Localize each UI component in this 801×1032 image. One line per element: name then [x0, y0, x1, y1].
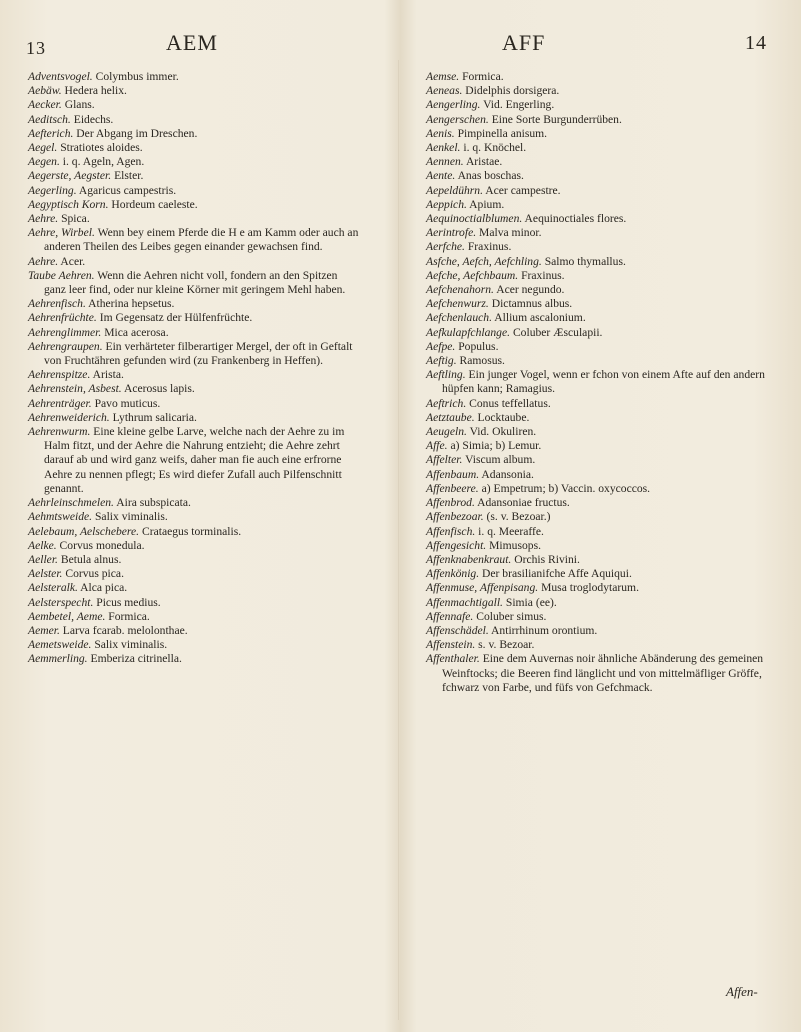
entry-headword: Aegyptisch Korn.	[28, 197, 109, 211]
dictionary-entry	[28, 496, 362, 510]
entry-headword: Aeugeln.	[426, 425, 467, 439]
entry-headword: Affenknabenkraut.	[426, 552, 512, 566]
entry-definition: a) Empetrum; b) Vaccin. oxycoccos.	[481, 481, 651, 495]
right-column	[426, 70, 766, 695]
entry-definition: Glans.	[64, 98, 95, 112]
dictionary-entry	[28, 610, 362, 624]
dictionary-entry	[426, 141, 766, 155]
dictionary-entry	[28, 581, 362, 595]
entry-definition: Betula alnus.	[60, 552, 122, 566]
entry-definition: Acer negundo.	[496, 283, 565, 297]
dictionary-entry	[28, 155, 362, 169]
dictionary-entry	[426, 70, 766, 84]
dictionary-entry	[28, 226, 362, 254]
entry-definition: Didelphis dorsigera.	[465, 84, 560, 98]
entry-headword: Aequinoctialblumen.	[426, 212, 523, 226]
dictionary-entry	[426, 510, 766, 524]
entry-headword: Aeller.	[28, 552, 58, 566]
dictionary-entry	[426, 468, 766, 482]
entry-definition: Malva minor.	[479, 226, 542, 240]
dictionary-entry	[426, 226, 766, 240]
entry-headword: Aefchenwurz.	[426, 297, 489, 311]
entry-definition: s. v. Bezoar.	[478, 638, 535, 652]
entry-definition: Musa troglodytarum.	[541, 581, 639, 595]
entry-definition: Wenn bey einem Pferde die H e am Kamm oder auch an anderen Theilen des Leibes gegen einander gewachsen find.	[44, 226, 359, 254]
entry-headword: Affenkönig.	[426, 567, 480, 581]
dictionary-entry	[426, 453, 766, 467]
dictionary-entry	[28, 169, 362, 183]
entry-definition: Apium.	[469, 197, 505, 211]
entry-headword: Aehrenglimmer.	[28, 325, 102, 339]
dictionary-entry	[426, 311, 766, 325]
left-running-head: AEM	[166, 30, 218, 55]
entry-definition: Conus teffellatus.	[469, 396, 551, 410]
entry-headword: Aenkel.	[426, 141, 461, 155]
dictionary-entry	[426, 525, 766, 539]
dictionary-entry	[28, 340, 362, 368]
entry-definition: Hordeum caeleste.	[111, 197, 198, 211]
entry-headword: Aefkulapfchlange.	[426, 325, 511, 339]
entry-headword: Aehre, Wirbel.	[28, 226, 95, 240]
entry-definition: Larva fcarab. melolonthae.	[62, 623, 188, 637]
entry-headword: Affe.	[426, 439, 448, 453]
dictionary-entry	[426, 539, 766, 553]
entry-headword: Aelster.	[28, 567, 63, 581]
dictionary-entry	[426, 368, 766, 396]
entry-definition: Eine dem Auvernas noir ähnliche Abänderung des gemeinen Weinftocks; die Beeren find länglicht und von mittelmäfliger Gröffe, fchwarz von Farbe, und füfs von Gefchmack.	[442, 652, 764, 694]
entry-definition: Aequinoctiales flores.	[524, 212, 627, 226]
dictionary-entry	[28, 652, 362, 666]
dictionary-entry	[426, 198, 766, 212]
entry-headword: Aeneas.	[426, 84, 463, 98]
entry-headword: Affenbrod.	[426, 496, 475, 510]
dictionary-entry	[28, 567, 362, 581]
entry-definition: Locktaube.	[477, 410, 530, 424]
entry-definition: Wenn die Aehren nicht voll, fondern an den Spitzen ganz leer find, oder nur kleine Körner mit geringem Mehl haben.	[44, 268, 346, 297]
entry-definition: Fraxinus.	[521, 268, 565, 282]
entry-headword: Affenschädel.	[426, 623, 489, 637]
entry-definition: Ein verhärteter filberartiger Mergel, der oft in Geftalt von Fruchtähren gefunden wird (zu Frankenberg in Heffen).	[44, 339, 353, 368]
dictionary-entry	[28, 638, 362, 652]
entry-headword: Aefchenlauch.	[426, 311, 492, 325]
entry-definition: Eine kleine gelbe Larve, welche nach der Aehre zu im Halm fitzt, und der Aehre die Nahrung entzieht; die Aehre zehrt darauf ab und wird ganz weifs, daher man fie auch eine erfrorne Aehre zu nennen pflegt; Es wird diefer Zufall auch Pilfenschnitt genannt.	[44, 425, 345, 495]
entry-definition: Agaricus campestris.	[78, 183, 177, 197]
entry-headword: Aehrenfisch.	[28, 297, 86, 311]
entry-definition: Stratiotes aloides.	[60, 141, 143, 155]
entry-headword: Affenbaum.	[426, 467, 480, 481]
dictionary-entry	[426, 425, 766, 439]
entry-headword: Affenbeere.	[426, 481, 479, 495]
dictionary-entry	[28, 70, 362, 84]
dictionary-entry	[28, 397, 362, 411]
entry-definition: Salix viminalis.	[94, 638, 168, 652]
dictionary-entry	[28, 141, 362, 155]
dictionary-entry	[426, 610, 766, 624]
dictionary-entry	[426, 269, 766, 283]
dictionary-entry	[426, 496, 766, 510]
entry-headword: Aeftrich.	[426, 396, 467, 410]
entry-headword: Aepeldührn.	[426, 183, 483, 197]
dictionary-entry	[426, 326, 766, 340]
dictionary-entry	[426, 297, 766, 311]
dictionary-entry	[28, 255, 362, 269]
entry-definition: Mimusops.	[489, 538, 541, 552]
entry-definition: (s. v. Bezoar.)	[486, 510, 551, 524]
entry-headword: Aehrenstein, Asbest.	[28, 382, 122, 396]
right-page-number: 14	[745, 32, 767, 54]
dictionary-entry	[426, 638, 766, 652]
dictionary-entry	[426, 169, 766, 183]
dictionary-entry	[426, 184, 766, 198]
entry-headword: Affelter.	[426, 453, 463, 467]
dictionary-entry	[28, 326, 362, 340]
dictionary-entry	[426, 567, 766, 581]
dictionary-entry	[28, 184, 362, 198]
dictionary-entry	[28, 525, 362, 539]
entry-headword: Aetztaube.	[426, 410, 475, 424]
entry-headword: Aelebaum, Aelschebere.	[28, 524, 140, 538]
dictionary-entry	[426, 596, 766, 610]
entry-headword: Aecker.	[28, 98, 62, 112]
entry-definition: Hedera helix.	[64, 84, 127, 98]
dictionary-entry	[28, 382, 362, 396]
dictionary-entry	[28, 368, 362, 382]
entry-definition: Coluber Æsculapii.	[512, 325, 603, 339]
entry-definition: a) Simia; b) Lemur.	[450, 439, 542, 453]
entry-definition: Acer.	[60, 254, 86, 268]
entry-headword: Aebäw.	[28, 84, 62, 98]
entry-headword: Affenstein.	[426, 638, 476, 652]
entry-headword: Aeftig.	[426, 354, 457, 368]
dictionary-entry	[426, 652, 766, 695]
entry-definition: Orchis Rivini.	[514, 552, 580, 566]
entry-headword: Aehrenfrüchte.	[28, 311, 97, 325]
dictionary-entry	[28, 425, 362, 496]
dictionary-entry	[28, 553, 362, 567]
entry-definition: Adansonia.	[481, 467, 534, 481]
dictionary-entry	[28, 510, 362, 524]
entry-headword: Affennafe.	[426, 609, 474, 623]
dictionary-entry	[28, 411, 362, 425]
entry-headword: Affenbezoar.	[426, 510, 484, 524]
entry-headword: Asfche, Aefch, Aefchling.	[426, 254, 542, 268]
entry-definition: Acer campestre.	[485, 183, 561, 197]
entry-headword: Aelsterspecht.	[28, 595, 94, 609]
entry-headword: Aeftling.	[426, 368, 466, 382]
entry-headword: Aembetel, Aeme.	[28, 609, 106, 623]
entry-definition: Pavo muticus.	[94, 396, 161, 410]
entry-headword: Aelke.	[28, 538, 57, 552]
entry-headword: Aehrenweiderich.	[28, 410, 110, 424]
entry-definition: Der brasilianifche Affe Aquiqui.	[482, 567, 632, 581]
dictionary-entry	[426, 397, 766, 411]
entry-headword: Aefche, Aefchbaum.	[426, 268, 519, 282]
dictionary-entry	[426, 255, 766, 269]
entry-headword: Affenfisch.	[426, 524, 476, 538]
entry-definition: Ramosus.	[459, 354, 505, 368]
entry-definition: Corvus monedula.	[59, 538, 145, 552]
entry-headword: Aemer.	[28, 623, 60, 637]
entry-headword: Aenis.	[426, 126, 455, 140]
entry-headword: Aehrengraupen.	[28, 339, 103, 353]
entry-definition: Spica.	[61, 212, 90, 226]
entry-definition: Crataegus torminalis.	[141, 524, 242, 538]
entry-headword: Aemetsweide.	[28, 638, 92, 652]
entry-headword: Adventsvogel.	[28, 70, 93, 83]
entry-headword: Aeppich.	[426, 197, 467, 211]
entry-definition: Atherina hepsetus.	[88, 297, 175, 311]
dictionary-entry	[426, 482, 766, 496]
dictionary-entry	[426, 155, 766, 169]
entry-definition: Aristae.	[465, 155, 503, 169]
entry-definition: Acerosus lapis.	[123, 382, 195, 396]
dictionary-entry	[28, 539, 362, 553]
dictionary-entry	[426, 553, 766, 567]
entry-definition: Allium ascalonium.	[494, 311, 586, 325]
entry-definition: Aira subspicata.	[116, 496, 191, 510]
gutter-shadow	[398, 60, 399, 1020]
entry-definition: Lythrum salicaria.	[112, 410, 197, 424]
entry-definition: Corvus pica.	[65, 567, 124, 581]
entry-definition: Colymbus immer.	[95, 70, 179, 83]
entry-headword: Aegel.	[28, 141, 58, 155]
entry-definition: Salix viminalis.	[94, 510, 168, 524]
entry-definition: Vid. Engerling.	[483, 98, 555, 112]
dictionary-entry	[426, 127, 766, 141]
dictionary-entry	[426, 581, 766, 595]
entry-definition: Eidechs.	[73, 112, 114, 126]
entry-headword: Aehmtsweide.	[28, 510, 93, 524]
entry-definition: Antirrhinum orontium.	[491, 623, 598, 637]
dictionary-entry	[426, 340, 766, 354]
entry-definition: i. q. Knöchel.	[463, 141, 527, 155]
left-column	[28, 70, 362, 667]
entry-definition: Coluber simus.	[476, 609, 547, 623]
dictionary-entry	[28, 596, 362, 610]
entry-headword: Aelsteralk.	[28, 581, 78, 595]
entry-headword: Aefchenahorn.	[426, 283, 494, 297]
entry-definition: Pimpinella anisum.	[457, 126, 548, 140]
entry-definition: i. q. Meeraffe.	[478, 524, 544, 538]
left-page-number: 13	[26, 38, 46, 58]
dictionary-entry	[28, 269, 362, 297]
entry-definition: Viscum album.	[465, 453, 536, 467]
dictionary-entry	[28, 311, 362, 325]
dictionary-entry	[28, 113, 362, 127]
right-running-head: AFF	[502, 30, 546, 55]
entry-headword: Affengesicht.	[426, 538, 487, 552]
entry-definition: Emberiza citrinella.	[90, 652, 182, 666]
dictionary-entry	[28, 212, 362, 226]
entry-headword: Aehre.	[28, 212, 59, 226]
entry-definition: Fraxinus.	[467, 240, 512, 254]
entry-headword: Aeditsch.	[28, 112, 71, 126]
entry-headword: Taube Aehren.	[28, 268, 95, 282]
entry-headword: Aefpe.	[426, 339, 456, 353]
dictionary-entry	[426, 98, 766, 112]
entry-definition: Eine Sorte Burgunderrüben.	[491, 112, 622, 126]
dictionary-entry	[28, 98, 362, 112]
dictionary-entry	[426, 212, 766, 226]
entry-headword: Aemmerling.	[28, 652, 88, 666]
entry-definition: Dictamnus albus.	[491, 297, 573, 311]
dictionary-entry	[426, 84, 766, 98]
dictionary-entry	[28, 84, 362, 98]
entry-definition: Formica.	[462, 70, 504, 83]
entry-headword: Affenmachtigall.	[426, 595, 503, 609]
dictionary-entry	[426, 113, 766, 127]
entry-definition: Populus.	[458, 339, 499, 353]
entry-definition: Mica acerosa.	[104, 325, 169, 339]
dictionary-entry	[426, 624, 766, 638]
entry-headword: Aegen.	[28, 155, 60, 169]
entry-headword: Aegerling.	[28, 183, 77, 197]
entry-definition: Arista.	[92, 368, 124, 382]
dictionary-entry	[426, 439, 766, 453]
dictionary-entry	[28, 127, 362, 141]
entry-headword: Aehrleinschmelen.	[28, 496, 114, 510]
entry-definition: Ein junger Vogel, wenn er fchon von einem Afte auf den andern hüpfen kann; Ramagius.	[442, 368, 765, 396]
entry-definition: Simia (ee).	[505, 595, 557, 609]
entry-headword: Aegerste, Aegster.	[28, 169, 112, 183]
entry-headword: Affenthaler.	[426, 652, 480, 666]
entry-headword: Aengerschen.	[426, 112, 489, 126]
entry-headword: Aehrenwurm.	[28, 425, 91, 439]
entry-headword: Aennen.	[426, 155, 464, 169]
entry-definition: Alca pica.	[80, 581, 128, 595]
entry-headword: Affenmuse, Affenpisang.	[426, 581, 539, 595]
entry-headword: Aemse.	[426, 70, 460, 83]
catchword: Affen-	[726, 984, 758, 999]
entry-definition: Der Abgang im Dreschen.	[76, 126, 198, 140]
entry-definition: Formica.	[108, 609, 150, 623]
entry-definition: Vid. Okuliren.	[469, 425, 537, 439]
entry-headword: Aehrenspitze.	[28, 368, 91, 382]
entry-headword: Aefterich.	[28, 126, 74, 140]
entry-definition: i. q. Ageln, Agen.	[62, 155, 145, 169]
entry-definition: Salmo thymallus.	[544, 254, 626, 268]
entry-headword: Aerintrofe.	[426, 226, 477, 240]
dictionary-entry	[426, 283, 766, 297]
dictionary-entry	[426, 240, 766, 254]
entry-headword: Aente.	[426, 169, 456, 183]
dictionary-entry	[28, 297, 362, 311]
entry-definition: Elster.	[114, 169, 144, 183]
entry-definition: Im Gegensatz der Hülfenfrüchte.	[99, 311, 253, 325]
dictionary-entry	[426, 411, 766, 425]
dictionary-entry	[28, 624, 362, 638]
entry-definition: Adansoniae fructus.	[477, 496, 570, 510]
dictionary-entry	[426, 354, 766, 368]
entry-headword: Aehre.	[28, 254, 59, 268]
entry-definition: Picus medius.	[96, 595, 161, 609]
entry-headword: Aengerling.	[426, 98, 481, 112]
entry-headword: Aerfche.	[426, 240, 465, 254]
entry-headword: Aehrenträger.	[28, 396, 92, 410]
dictionary-entry	[28, 198, 362, 212]
entry-definition: Anas boschas.	[457, 169, 524, 183]
